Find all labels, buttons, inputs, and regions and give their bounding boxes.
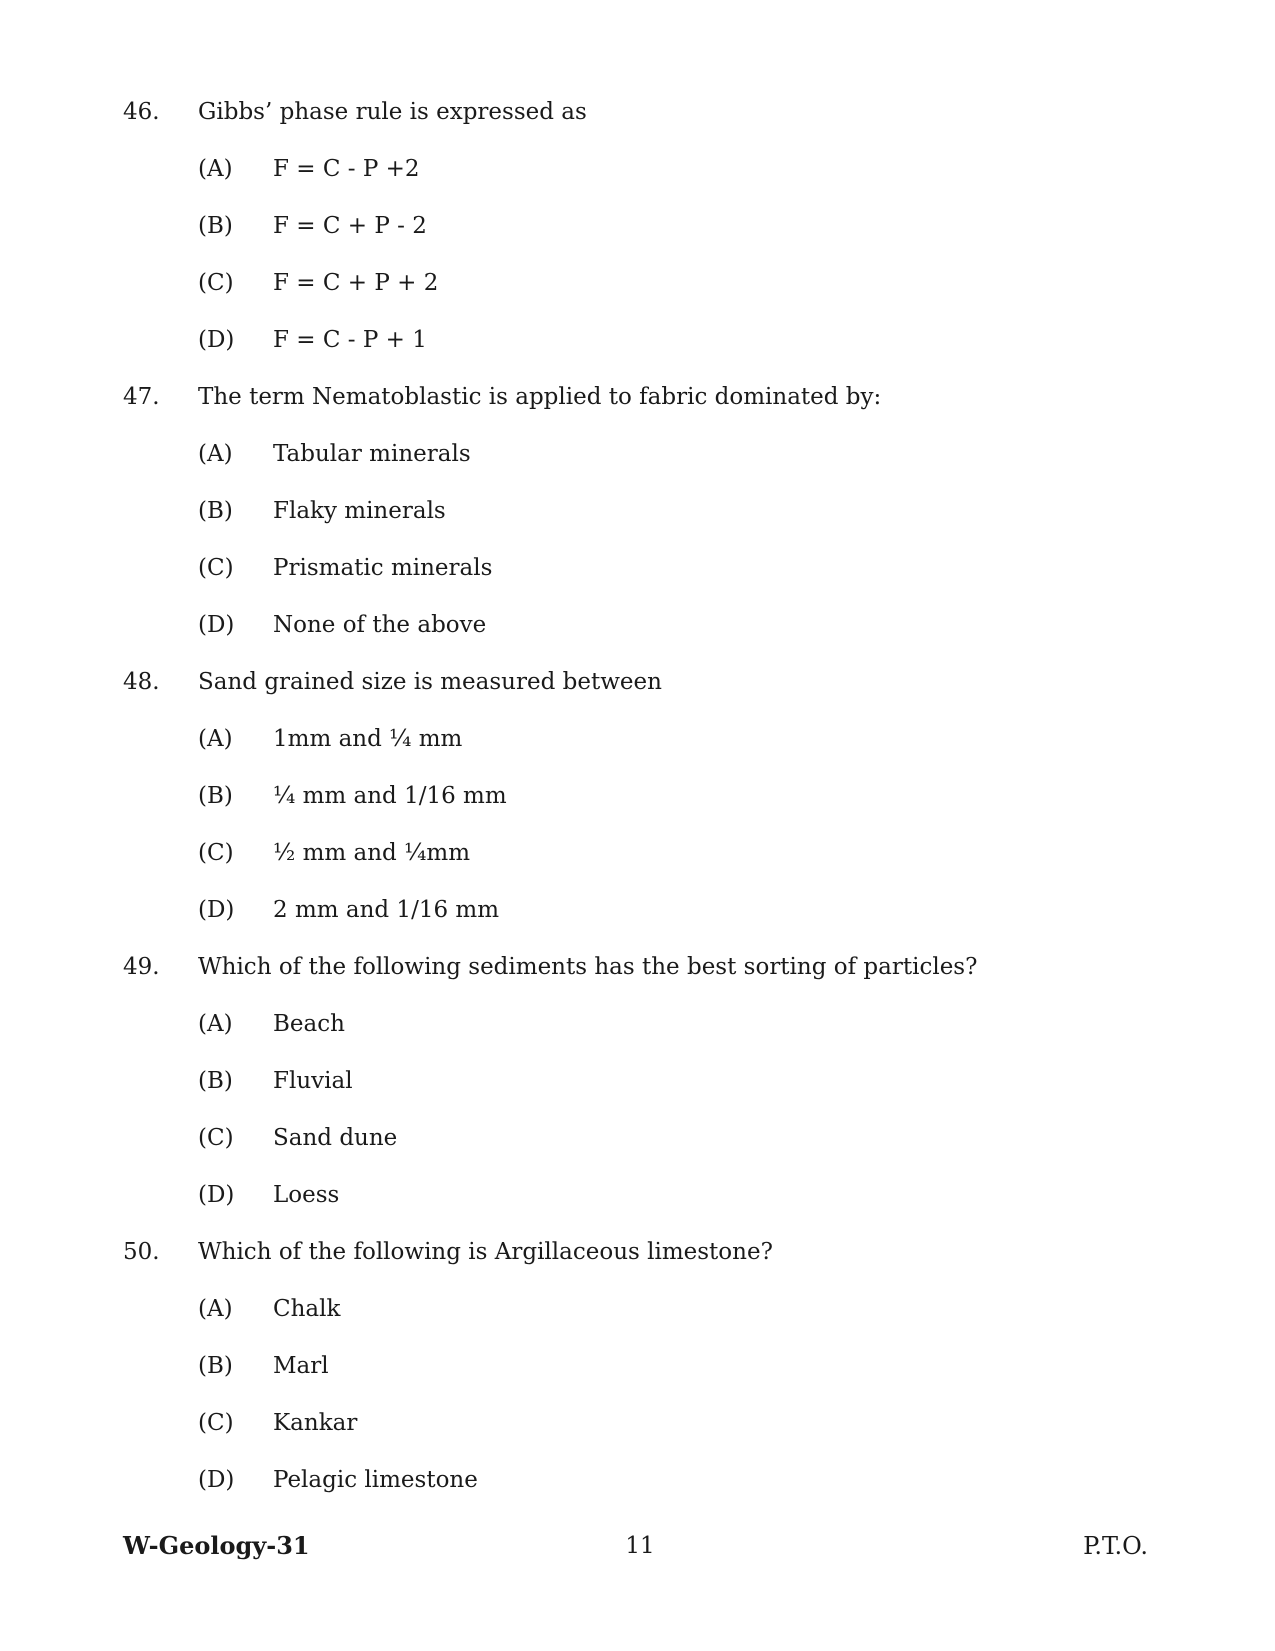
- option-text: Sand dune: [273, 1125, 398, 1151]
- option-50-b: [0, 1351, 1275, 1381]
- option-46-a: [0, 154, 1275, 184]
- option-50-d: [0, 1465, 1275, 1495]
- option-47-a: [0, 439, 1275, 469]
- option-label: (A): [198, 441, 233, 467]
- option-label: (A): [198, 156, 233, 182]
- option-46-c: [0, 268, 1275, 298]
- question-text: The term Nematoblastic is applied to fabric dominated by:: [198, 384, 882, 410]
- option-text: Chalk: [273, 1296, 341, 1322]
- option-49-a: [0, 1009, 1275, 1039]
- option-48-c: [0, 838, 1275, 868]
- option-47-c: [0, 553, 1275, 583]
- option-text: Flaky minerals: [273, 498, 446, 524]
- option-label: (D): [198, 1182, 235, 1208]
- option-label: (D): [198, 1467, 235, 1493]
- option-label: (B): [198, 213, 233, 239]
- question-number: 49.: [123, 954, 160, 980]
- paper-code: W-Geology-31: [123, 1531, 310, 1560]
- option-text: Prismatic minerals: [273, 555, 493, 581]
- option-47-b: [0, 496, 1275, 526]
- option-label: (C): [198, 840, 234, 866]
- option-text: F = C - P +2: [273, 156, 420, 182]
- option-49-d: [0, 1180, 1275, 1210]
- option-text: None of the above: [273, 612, 487, 638]
- option-label: (C): [198, 1410, 234, 1436]
- option-text: Pelagic limestone: [273, 1467, 478, 1493]
- option-text: 1mm and ¼ mm: [273, 726, 463, 752]
- option-label: (B): [198, 1353, 233, 1379]
- option-label: (D): [198, 327, 235, 353]
- option-49-b: [0, 1066, 1275, 1096]
- option-text: F = C + P + 2: [273, 270, 439, 296]
- question-number: 46.: [123, 99, 160, 125]
- option-text: Kankar: [273, 1410, 358, 1436]
- option-46-d: [0, 325, 1275, 355]
- option-text: Loess: [273, 1182, 340, 1208]
- question-text: Gibbs’ phase rule is expressed as: [198, 99, 587, 125]
- option-text: Fluvial: [273, 1068, 353, 1094]
- option-text: F = C - P + 1: [273, 327, 427, 353]
- question-text: Sand grained size is measured between: [198, 669, 662, 695]
- option-text: ¼ mm and 1/16 mm: [273, 783, 507, 809]
- option-48-d: [0, 895, 1275, 925]
- option-text: Tabular minerals: [273, 441, 471, 467]
- option-text: ½ mm and ¼mm: [273, 840, 471, 866]
- option-text: Beach: [273, 1011, 345, 1037]
- question-number: 47.: [123, 384, 160, 410]
- option-label: (C): [198, 270, 234, 296]
- option-label: (A): [198, 1011, 233, 1037]
- option-47-d: [0, 610, 1275, 640]
- question-number: 48.: [123, 669, 160, 695]
- option-49-c: [0, 1123, 1275, 1153]
- option-label: (B): [198, 498, 233, 524]
- option-text: 2 mm and 1/16 mm: [273, 897, 500, 923]
- option-label: (B): [198, 1068, 233, 1094]
- option-46-b: [0, 211, 1275, 241]
- option-48-b: [0, 781, 1275, 811]
- question-number: 50.: [123, 1239, 160, 1265]
- option-label: (D): [198, 612, 235, 638]
- option-label: (C): [198, 1125, 234, 1151]
- option-label: (A): [198, 1296, 233, 1322]
- option-label: (B): [198, 783, 233, 809]
- option-text: Marl: [273, 1353, 329, 1379]
- question-text: Which of the following is Argillaceous limestone?: [198, 1239, 773, 1265]
- option-label: (A): [198, 726, 233, 752]
- option-label: (D): [198, 897, 235, 923]
- option-label: (C): [198, 555, 234, 581]
- page-number: 11: [625, 1533, 655, 1559]
- option-50-c: [0, 1408, 1275, 1438]
- option-50-a: [0, 1294, 1275, 1324]
- question-text: Which of the following sediments has the best sorting of particles?: [198, 954, 978, 980]
- option-text: F = C + P - 2: [273, 213, 427, 239]
- continuation-note: P.T.O.: [1083, 1532, 1148, 1560]
- option-48-a: [0, 724, 1275, 754]
